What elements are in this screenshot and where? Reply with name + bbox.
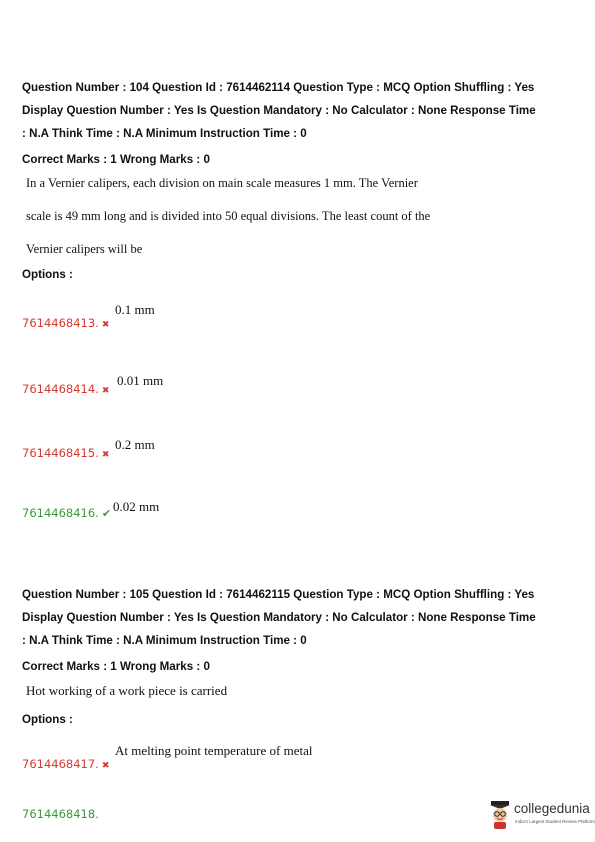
wrong-icon: ✖: [101, 386, 110, 396]
q104-option-3[interactable]: [22, 446, 109, 460]
q104-meta-line: : N.A Think Time : N.A Minimum Instruction Time : 0: [22, 127, 307, 140]
wrong-icon: ✖: [101, 761, 110, 771]
q105-question-line: Hot working of a work piece is carried: [26, 683, 228, 698]
option-id: 7614468413.: [22, 316, 99, 330]
option-id: 7614468417.: [22, 757, 99, 771]
q104-question-line: In a Vernier calipers, each division on main scale measures 1 mm. The Vernier: [26, 176, 418, 190]
q105-meta-line: : N.A Think Time : N.A Minimum Instruction Time : 0: [22, 634, 307, 647]
q105-options-label: Options :: [22, 713, 73, 726]
option-id: 7614468416.: [22, 506, 99, 520]
option-id: 7614468418.: [22, 807, 99, 821]
q104-options-label: Options :: [22, 268, 73, 281]
q104-option-4-text: 0.02 mm: [113, 499, 160, 514]
q104-marks: Correct Marks : 1 Wrong Marks : 0: [22, 153, 210, 166]
q105-option-1-text: At melting point temperature of metal: [115, 743, 313, 758]
q105-marks: Correct Marks : 1 Wrong Marks : 0: [22, 660, 210, 673]
q105-meta: [22, 583, 578, 652]
q104-question-line: scale is 49 mm long and is divided into 50 equal divisions. The least count of the: [26, 209, 431, 223]
wrong-icon: ✖: [101, 450, 110, 460]
q104-option-4[interactable]: [22, 506, 111, 520]
q104-meta-line: Display Question Number : Yes Is Question Mandatory : No Calculator : None Response Time: [22, 104, 536, 117]
q104-option-1[interactable]: [22, 316, 109, 330]
q105-meta-line: Display Question Number : Yes Is Question Mandatory : No Calculator : None Response Time: [22, 611, 536, 624]
logo-tagline: India's Largest Student Review Platform: [515, 819, 595, 824]
checkmark-icon: ✔: [101, 507, 112, 520]
q104-option-3-text: 0.2 mm: [115, 437, 155, 452]
q105-option-2[interactable]: [22, 807, 99, 821]
q104-option-2[interactable]: [22, 382, 109, 396]
wrong-icon: ✖: [101, 320, 110, 330]
q104-option-2-text: 0.01 mm: [117, 373, 164, 388]
collegedunia-logo: [488, 799, 595, 833]
q105-meta-line: Question Number : 105 Question Id : 7614462115 Question Type : MCQ Option Shuffling : Yes: [22, 588, 535, 601]
q104-question-line: Vernier calipers will be: [26, 242, 143, 256]
option-id: 7614468414.: [22, 382, 99, 396]
student-mascot-icon: [488, 800, 512, 830]
q104-meta: [22, 76, 578, 145]
q104-option-1-text: 0.1 mm: [115, 302, 155, 317]
option-id: 7614468415.: [22, 446, 99, 460]
logo-wordmark: collegedunia: [514, 801, 590, 816]
q105-option-1[interactable]: [22, 757, 109, 771]
q104-meta-line: Question Number : 104 Question Id : 7614462114 Question Type : MCQ Option Shuffling : Yes: [22, 81, 535, 94]
